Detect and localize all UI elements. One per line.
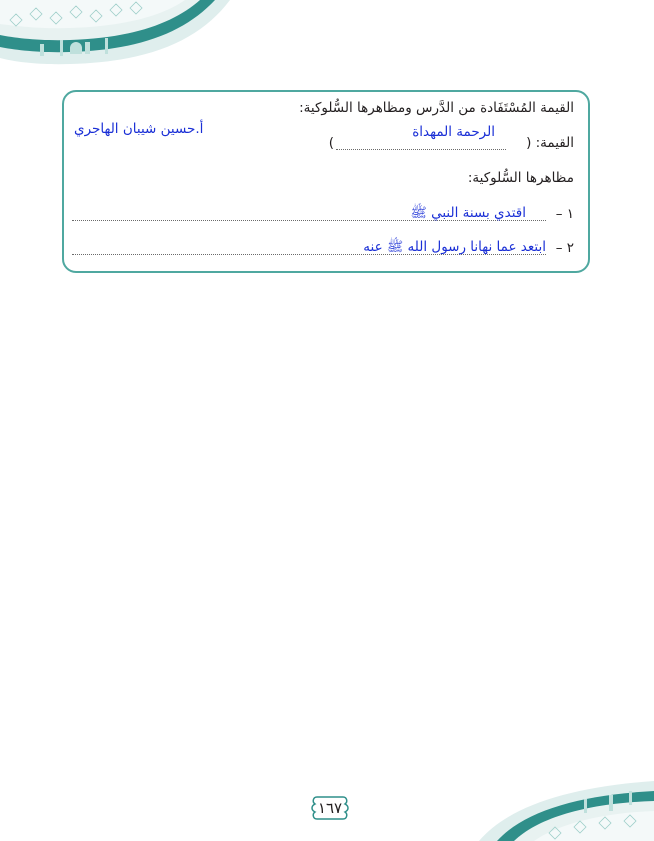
item1-number: ١ – <box>555 206 574 222</box>
corner-ornament-top <box>0 0 230 70</box>
author-name: أ.حسين شيبان الهاجري <box>74 121 204 137</box>
value-close-paren: ) <box>328 135 334 151</box>
page-number-badge <box>309 794 351 822</box>
card-heading: القيمة المُسْتَفَادة من الدَّرس ومظاهرها السُّلوكية: <box>299 100 574 116</box>
item1-answer: اقتدي بسنة النبي ﷺ <box>410 205 526 221</box>
lesson-value-card <box>62 90 590 273</box>
value-answer: الرحمة المهداة <box>412 124 495 140</box>
value-dotted-line <box>336 149 506 150</box>
item2-number: ٢ – <box>555 240 574 256</box>
value-label: القيمة: ( <box>526 135 574 151</box>
item2-answer: ابتعد عما نهانا رسول الله ﷺ عنه <box>363 239 546 255</box>
page-number: ١٦٧ <box>317 799 343 817</box>
behaviors-label: مظاهرها السُّلوكية: <box>467 170 574 186</box>
corner-ornament-bottom <box>479 781 654 841</box>
